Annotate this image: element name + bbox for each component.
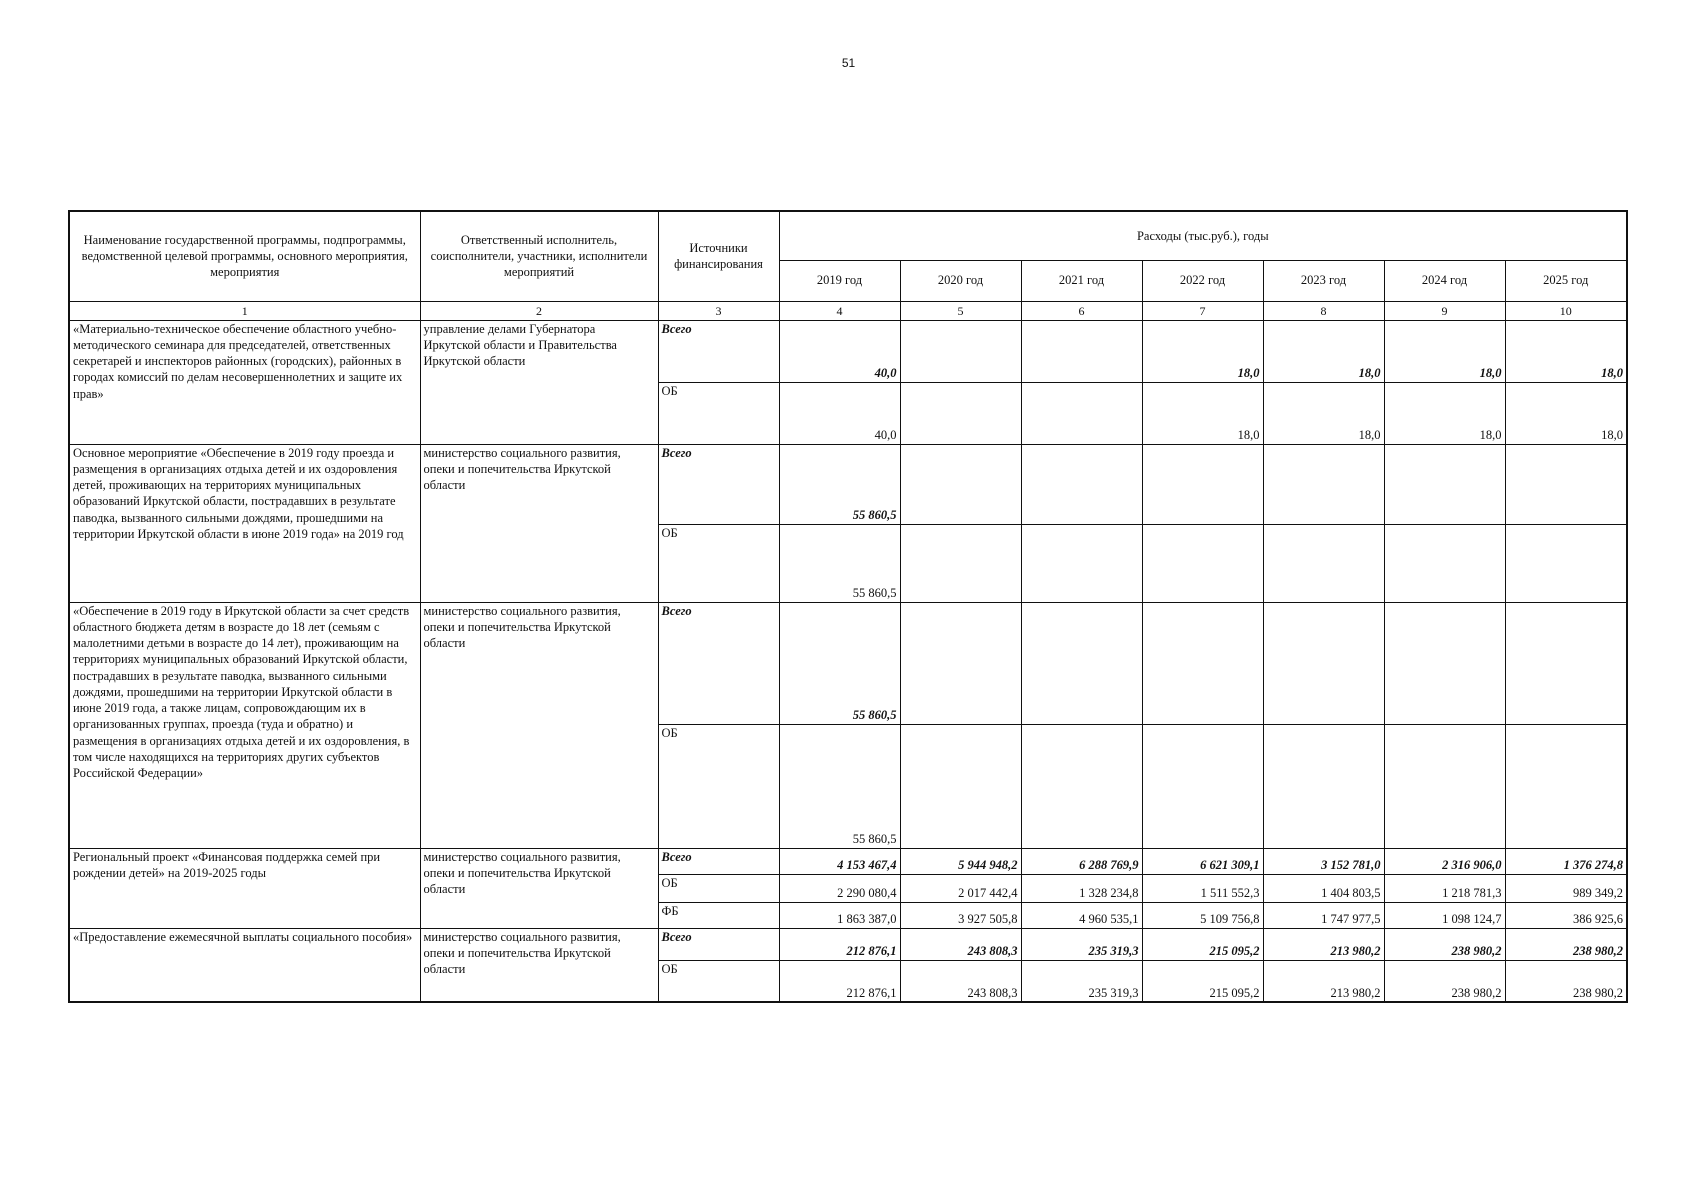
activity-name: «Материально-техническое обеспечение областного учебно-методического семинара для председателей, ответственных секретарей и инспекторов районных (городских), районных в городах комиссий по делам несовершеннолетних и защите их прав» xyxy=(69,320,420,444)
header-year: 2021 год xyxy=(1021,260,1142,301)
funding-source: ОБ xyxy=(658,524,779,602)
expense-value: 6 288 769,9 xyxy=(1021,848,1142,874)
funding-source: Всего xyxy=(658,320,779,382)
expense-value: 40,0 xyxy=(779,320,900,382)
header-sources-column: Источники финансирования xyxy=(658,211,779,301)
funding-source: ОБ xyxy=(658,724,779,848)
expense-value: 235 319,3 xyxy=(1021,928,1142,960)
expense-value: 1 376 274,8 xyxy=(1505,848,1627,874)
column-number: 1 xyxy=(69,301,420,320)
activity-name: «Обеспечение в 2019 году в Иркутской области за счет средств областного бюджета детям в возрасте до 18 лет (семьям с малолетними детьми в возрасте до 14 лет), проживающим на территориях муниципальных образований Иркутской области, пострадавших в результате паводка, вызванного сильными дождями, прошедшими на территории Иркутской области в июне 2019 года, а также лицам, сопровождающим их в организованных группах, проезда (туда и обратно) и размещения в организациях отдыха детей и их оздоровления, в том числе находящихся на территориях других субъектов Российской Федерации» xyxy=(69,602,420,848)
table-row xyxy=(69,848,1627,874)
header-name-column: Наименование государственной программы, подпрограммы, ведомственной целевой программы, основного мероприятия, мероприятия xyxy=(69,211,420,301)
expense-value: 18,0 xyxy=(1263,320,1384,382)
expense-value: 235 319,3 xyxy=(1021,960,1142,1002)
header-executor-column: Ответственный исполнитель, соисполнители, участники, исполнители мероприятий xyxy=(420,211,658,301)
expense-value xyxy=(1021,382,1142,444)
expense-value xyxy=(1021,724,1142,848)
expense-value: 18,0 xyxy=(1505,382,1627,444)
expense-value: 1 747 977,5 xyxy=(1263,902,1384,928)
expense-value: 40,0 xyxy=(779,382,900,444)
expense-value: 215 095,2 xyxy=(1142,960,1263,1002)
expense-value: 213 980,2 xyxy=(1263,960,1384,1002)
expense-value: 18,0 xyxy=(1384,320,1505,382)
activity-name: «Предоставление ежемесячной выплаты социального пособия» xyxy=(69,928,420,1002)
column-number: 7 xyxy=(1142,301,1263,320)
expense-value xyxy=(1384,602,1505,724)
expense-value: 18,0 xyxy=(1142,382,1263,444)
header-year: 2020 год xyxy=(900,260,1021,301)
expense-value: 3 927 505,8 xyxy=(900,902,1021,928)
expense-value: 18,0 xyxy=(1263,382,1384,444)
page-number: 51 xyxy=(841,56,856,70)
expense-value xyxy=(1384,724,1505,848)
funding-source: ОБ xyxy=(658,874,779,902)
expense-value: 55 860,5 xyxy=(779,524,900,602)
header-year: 2023 год xyxy=(1263,260,1384,301)
expense-value: 2 017 442,4 xyxy=(900,874,1021,902)
expense-value: 18,0 xyxy=(1384,382,1505,444)
column-number: 6 xyxy=(1021,301,1142,320)
expense-value xyxy=(1142,444,1263,524)
funding-source: ОБ xyxy=(658,960,779,1002)
funding-source: Всего xyxy=(658,848,779,874)
budget-table xyxy=(68,210,1628,1003)
expense-value: 989 349,2 xyxy=(1505,874,1627,902)
expense-value xyxy=(900,602,1021,724)
expense-value: 238 980,2 xyxy=(1384,960,1505,1002)
expense-value: 55 860,5 xyxy=(779,602,900,724)
column-number: 8 xyxy=(1263,301,1384,320)
expense-value: 212 876,1 xyxy=(779,928,900,960)
expense-value xyxy=(900,382,1021,444)
executor: министерство социального развития, опеки и попечительства Иркутской области xyxy=(420,602,658,848)
expense-value: 212 876,1 xyxy=(779,960,900,1002)
expense-value xyxy=(1142,602,1263,724)
expense-value: 2 290 080,4 xyxy=(779,874,900,902)
expense-value xyxy=(1021,444,1142,524)
expense-value xyxy=(900,444,1021,524)
table-row xyxy=(69,928,1627,960)
table-row xyxy=(69,602,1627,724)
column-number: 2 xyxy=(420,301,658,320)
header-expenses: Расходы (тыс.руб.), годы xyxy=(779,211,1627,260)
expense-value: 1 511 552,3 xyxy=(1142,874,1263,902)
column-number: 10 xyxy=(1505,301,1627,320)
expense-value: 238 980,2 xyxy=(1505,928,1627,960)
expense-value: 238 980,2 xyxy=(1384,928,1505,960)
expense-value: 2 316 906,0 xyxy=(1384,848,1505,874)
funding-source: Всего xyxy=(658,444,779,524)
activity-name: Региональный проект «Финансовая поддержка семей при рождении детей» на 2019-2025 годы xyxy=(69,848,420,928)
expense-value xyxy=(1263,444,1384,524)
expense-value: 3 152 781,0 xyxy=(1263,848,1384,874)
expense-value: 18,0 xyxy=(1505,320,1627,382)
expense-value: 55 860,5 xyxy=(779,444,900,524)
executor: министерство социального развития, опеки и попечительства Иркутской области xyxy=(420,848,658,928)
expense-value: 18,0 xyxy=(1142,320,1263,382)
expense-value: 6 621 309,1 xyxy=(1142,848,1263,874)
expense-value xyxy=(1505,724,1627,848)
expense-value xyxy=(1142,724,1263,848)
expense-value xyxy=(1142,524,1263,602)
expense-value: 243 808,3 xyxy=(900,960,1021,1002)
expense-value: 55 860,5 xyxy=(779,724,900,848)
expense-value xyxy=(1021,602,1142,724)
column-number: 3 xyxy=(658,301,779,320)
executor: управление делами Губернатора Иркутской области и Правительства Иркутской области xyxy=(420,320,658,444)
expense-value xyxy=(900,724,1021,848)
expense-value xyxy=(1505,524,1627,602)
expense-value: 1 404 803,5 xyxy=(1263,874,1384,902)
expense-value: 1 218 781,3 xyxy=(1384,874,1505,902)
funding-source: ФБ xyxy=(658,902,779,928)
expense-value: 1 098 124,7 xyxy=(1384,902,1505,928)
expense-value xyxy=(1263,524,1384,602)
expense-value xyxy=(1021,320,1142,382)
expense-value xyxy=(1384,444,1505,524)
table-row xyxy=(69,444,1627,524)
funding-source: Всего xyxy=(658,602,779,724)
column-number: 4 xyxy=(779,301,900,320)
column-number: 9 xyxy=(1384,301,1505,320)
expense-value xyxy=(1263,724,1384,848)
expense-value xyxy=(1505,602,1627,724)
executor: министерство социального развития, опеки и попечительства Иркутской области xyxy=(420,444,658,602)
header-year: 2024 год xyxy=(1384,260,1505,301)
table-header xyxy=(69,211,1627,320)
expense-value: 4 960 535,1 xyxy=(1021,902,1142,928)
expense-value xyxy=(1021,524,1142,602)
funding-source: ОБ xyxy=(658,382,779,444)
expense-value: 1 863 387,0 xyxy=(779,902,900,928)
expense-value: 213 980,2 xyxy=(1263,928,1384,960)
expense-value: 386 925,6 xyxy=(1505,902,1627,928)
expense-value xyxy=(1505,444,1627,524)
activity-name: Основное мероприятие «Обеспечение в 2019 году проезда и размещения в организациях отдыха детей и их оздоровления детей, проживающих на территориях муниципальных образований Иркутской области, пострадавших в результате паводка, вызванного сильными дождями, прошедшими на территории Иркутской области в июне 2019 года» на 2019 год xyxy=(69,444,420,602)
expense-value: 243 808,3 xyxy=(900,928,1021,960)
executor: министерство социального развития, опеки и попечительства Иркутской области xyxy=(420,928,658,1002)
expense-value: 238 980,2 xyxy=(1505,960,1627,1002)
expense-value xyxy=(1263,602,1384,724)
header-year: 2022 год xyxy=(1142,260,1263,301)
table-row xyxy=(69,320,1627,382)
expense-value: 5 109 756,8 xyxy=(1142,902,1263,928)
expense-value: 4 153 467,4 xyxy=(779,848,900,874)
expense-value xyxy=(1384,524,1505,602)
expense-value xyxy=(900,524,1021,602)
expense-value: 1 328 234,8 xyxy=(1021,874,1142,902)
header-year: 2025 год xyxy=(1505,260,1627,301)
column-number: 5 xyxy=(900,301,1021,320)
expense-value: 5 944 948,2 xyxy=(900,848,1021,874)
funding-source: Всего xyxy=(658,928,779,960)
header-year: 2019 год xyxy=(779,260,900,301)
expense-value: 215 095,2 xyxy=(1142,928,1263,960)
expense-value xyxy=(900,320,1021,382)
